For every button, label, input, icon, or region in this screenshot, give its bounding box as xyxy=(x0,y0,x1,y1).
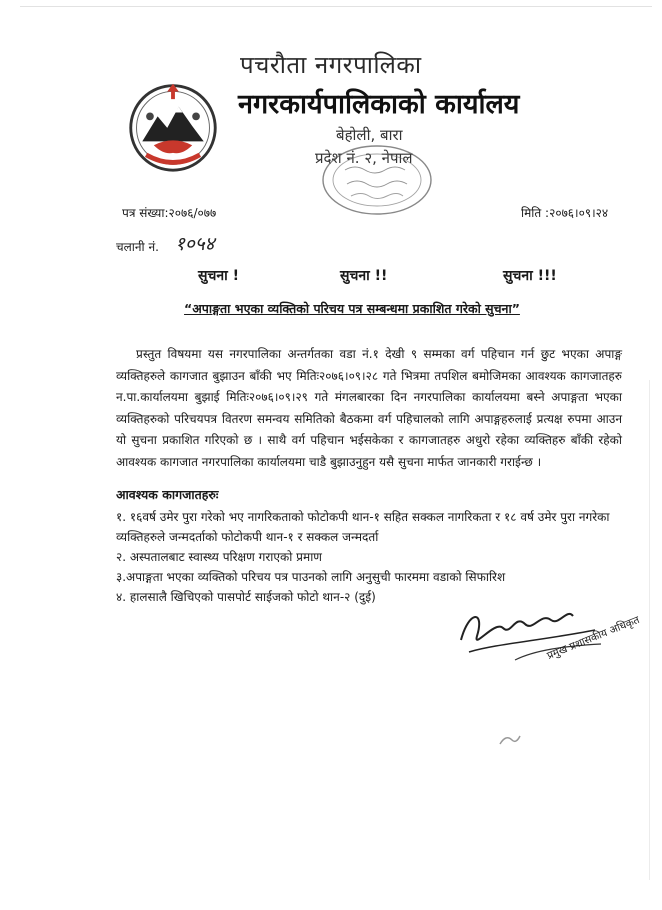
province-line: प्रदेश नं. २, नेपाल xyxy=(315,149,413,167)
nepal-emblem-icon xyxy=(125,78,221,174)
requirement-item: १. १६वर्ष उमेर पुरा गरेको भए नागरिकताको फोटोकपी थान-१ सहित सक्कल नागरिकता र १८ वर्ष उमेर पुरा नगरेका व्यक्तिहरुले जन्मदर्ताको फोटोकपी थान-१ र सक्कल जन्मदर्ता xyxy=(116,510,610,544)
notice-heading-2: सुचना !! xyxy=(340,268,388,284)
scan-smudge-icon xyxy=(498,732,522,748)
scan-edge-line xyxy=(649,380,650,880)
issue-date: मिति :२०७६।०९।२४ xyxy=(521,206,609,220)
requirement-item: ४. हालसालै खिचिएको पासपोर्ट साईजको फोटो थान-२ (दुई) xyxy=(116,590,376,604)
signer-designation: प्रमुख प्रशासकीय अधिकृत xyxy=(545,613,642,663)
dispatch-number: १०५४ xyxy=(175,233,215,255)
municipality-name: पचरौता नगरपालिका xyxy=(240,51,422,79)
notice-body: प्रस्तुत विषयमा यस नगरपालिका अन्तर्गतका वडा नं.१ देखी ९ सम्मका वर्ग पहिचान गर्न छुट भएका अपाङ्ग व्यक्तिहरुले कागजात बुझाउन बाँकी भए मितिः२०७६।०९।२८ गते भित्रमा तपशिल बमोजिमका आवश्यक कागजातहरु न.पा.कार्यालयमा बुझाई मितिः२०७६।०९।२९ गते मंगलबारका दिन नगरपालिका कार्यालयमा बस्ने अपाङ्गता भएका व्यक्तिहरुको परिचयपत्र वितरण समन्वय समितिको बैठकमा वर्ग पहिचालको लागि अपाङ्गहरुलाई प्रत्यक्ष रुपमा आउन यो सुचना प्रकाशित गरिएको छ । साथै वर्ग पहिचान भईसकेका र कागजातहरु अधुरो रहेका व्यक्तिहरु बाँकी रहेको आवश्यक कागजात नगरपालिका कार्यालयमा चाडै बुझाउनुहुन यसै सुचना मार्फत जानकारी गराईन्छ । xyxy=(116,347,622,469)
requirement-item: २. अस्पतालबाट स्वास्थ्य परिक्षण गराएको प्रमाण xyxy=(116,550,322,564)
notice-subject: “अपाङ्गता भएका व्यक्तिको परिचय पत्र सम्बन्धमा प्रकाशित गरेको सुचना” xyxy=(184,301,520,316)
notice-heading-1: सुचना ! xyxy=(198,268,240,284)
office-title: नगरकार्यपालिकाको कार्यालय xyxy=(238,89,520,120)
requirement-item: ३.अपाङ्गता भएका व्यक्तिको परिचय पत्र पाउनको लागि अनुसुची फारममा वडाको सिफारिश xyxy=(116,570,506,584)
scan-edge-line xyxy=(20,6,652,7)
notice-heading-3: सुचना !!! xyxy=(503,268,557,284)
office-stamp-icon xyxy=(315,140,435,218)
dispatch-label: चलानी नं. xyxy=(116,240,159,254)
requirements-title: आवश्यक कागजातहरुः xyxy=(116,487,219,502)
reference-number: पत्र संख्या:२०७६/०७७ xyxy=(122,206,217,220)
office-address: बेहोली, बारा xyxy=(336,126,403,144)
